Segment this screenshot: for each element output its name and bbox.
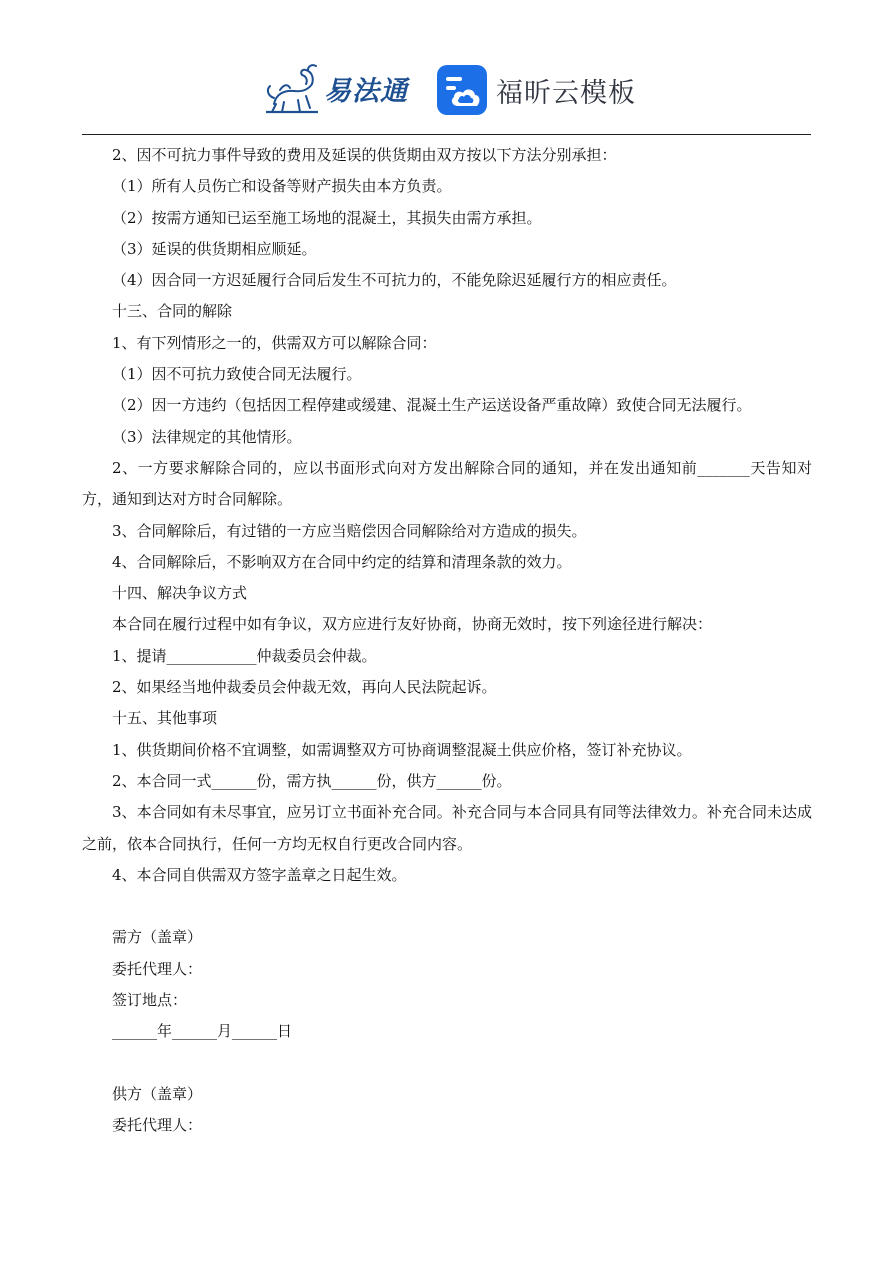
spacer bbox=[82, 891, 812, 922]
paragraph: （3）法律规定的其他情形。 bbox=[112, 427, 302, 446]
paragraph: 1、提请____________仲裁委员会仲裁。 bbox=[112, 646, 377, 665]
paragraph: 2、如果经当地仲裁委员会仲裁无效，再向人民法院起诉。 bbox=[112, 678, 497, 697]
date-line: ______年______月______日 bbox=[112, 1022, 293, 1041]
cloud-document-icon bbox=[436, 64, 488, 116]
section-heading: 十五、其他事项 bbox=[112, 709, 218, 728]
supply-party-label: 供方（盖章） bbox=[112, 1084, 203, 1103]
paragraph: 3、本合同如有未尽事宜，应另订立书面补充合同。补充合同与本合同具有同等法律效力。补充合同未达成之前，依本合同执行，任何一方均无权自行更改合同内容。 bbox=[82, 803, 812, 853]
qilin-icon bbox=[262, 60, 322, 116]
paragraph: 4、本合同自供需双方签字盖章之日起生效。 bbox=[112, 865, 407, 884]
logo1-text: 易法通 bbox=[324, 75, 408, 107]
paragraph: （2）按需方通知已运至施工场地的混凝土，其损失由需方承担。 bbox=[112, 208, 542, 227]
header-divider bbox=[82, 134, 811, 135]
paragraph: 2、本合同一式______份，需方执______份，供方______份。 bbox=[112, 771, 512, 790]
paragraph: 3、合同解除后，有过错的一方应当赔偿因合同解除给对方造成的损失。 bbox=[112, 521, 587, 540]
sign-place-label: 签订地点： bbox=[112, 991, 188, 1010]
document-header bbox=[0, 0, 893, 136]
section-heading: 十四、解决争议方式 bbox=[112, 584, 248, 603]
section-heading: 十三、合同的解除 bbox=[112, 302, 233, 321]
paragraph: （1）因不可抗力致使合同无法履行。 bbox=[112, 365, 362, 384]
yifatong-logo bbox=[262, 60, 408, 116]
paragraph: 2、一方要求解除合同的，应以书面形式向对方发出解除合同的通知，并在发出通知前_______天告知对方，通知到达对方时合同解除。 bbox=[82, 458, 812, 509]
spacer bbox=[82, 1048, 812, 1079]
paragraph: （1）所有人员伤亡和设备等财产损失由本方负责。 bbox=[112, 177, 452, 196]
logo2-text: 福昕云模板 bbox=[496, 77, 636, 109]
paragraph: 本合同在履行过程中如有争议，双方应进行友好协商，协商无效时，按下列途径进行解决： bbox=[112, 615, 713, 634]
demand-agent-label: 委托代理人： bbox=[112, 959, 203, 978]
paragraph: （2）因一方违约（包括因工程停建或缓建、混凝土生产运送设备严重故障）致使合同无法履行。 bbox=[112, 396, 752, 415]
supply-agent-label: 委托代理人： bbox=[112, 1116, 203, 1135]
paragraph: （4）因合同一方迟延履行合同后发生不可抗力的，不能免除迟延履行方的相应责任。 bbox=[112, 271, 677, 290]
paragraph: 4、合同解除后，不影响双方在合同中约定的结算和清理条款的效力。 bbox=[112, 552, 572, 571]
fuxin-logo bbox=[436, 64, 636, 116]
paragraph: （3）延误的供货期相应顺延。 bbox=[112, 239, 317, 258]
paragraph: 1、供货期间价格不宜调整，如需调整双方可协商调整混凝土供应价格，签订补充协议。 bbox=[112, 740, 692, 759]
paragraph: 1、有下列情形之一的，供需双方可以解除合同： bbox=[112, 333, 437, 352]
demand-party-label: 需方（盖章） bbox=[112, 928, 203, 947]
paragraph: 2、因不可抗力事件导致的费用及延误的供货期由双方按以下方法分别承担： bbox=[112, 146, 617, 164]
document-body bbox=[82, 140, 812, 1142]
